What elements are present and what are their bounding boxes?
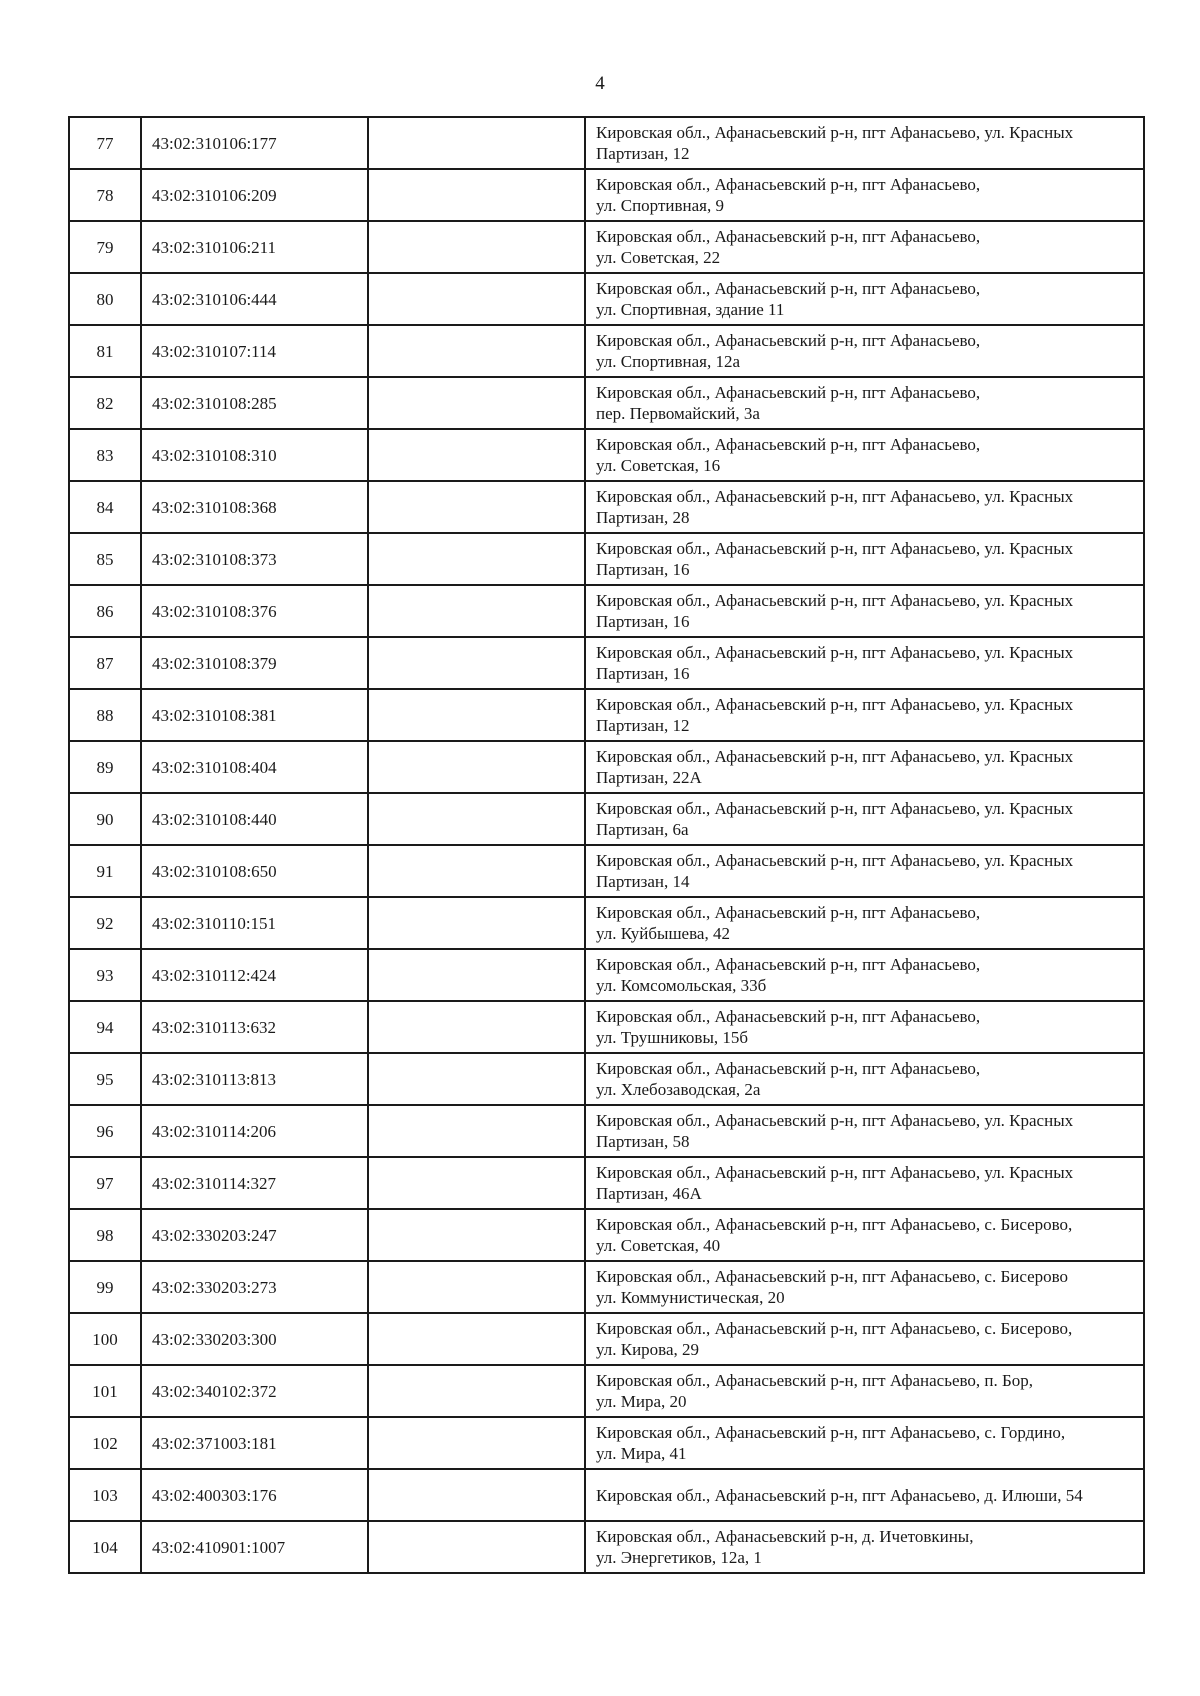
table-body bbox=[69, 117, 1144, 1573]
cadastral-number-cell: 43:02:310108:379 bbox=[141, 637, 368, 689]
row-number-cell: 102 bbox=[69, 1417, 141, 1469]
empty-cell bbox=[368, 533, 585, 585]
cadastral-number-cell: 43:02:340102:372 bbox=[141, 1365, 368, 1417]
table-row bbox=[69, 429, 1144, 481]
empty-cell bbox=[368, 1261, 585, 1313]
empty-cell bbox=[368, 1365, 585, 1417]
address-line: Кировская обл., Афанасьевский р-н, пгт Афанасьево, ул. Красных bbox=[596, 695, 1074, 714]
row-number-cell: 81 bbox=[69, 325, 141, 377]
row-number-cell: 86 bbox=[69, 585, 141, 637]
address-cell bbox=[585, 1365, 1144, 1417]
cadastral-number-cell: 43:02:310107:114 bbox=[141, 325, 368, 377]
table-row bbox=[69, 377, 1144, 429]
address-line: Кировская обл., Афанасьевский р-н, пгт Афанасьево, ул. Красных bbox=[596, 1111, 1074, 1130]
table-row bbox=[69, 1209, 1144, 1261]
address-line: Кировская обл., Афанасьевский р-н, пгт Афанасьево, bbox=[596, 1007, 981, 1026]
address-cell bbox=[585, 689, 1144, 741]
cadastral-number-cell: 43:02:330203:247 bbox=[141, 1209, 368, 1261]
empty-cell bbox=[368, 1105, 585, 1157]
empty-cell bbox=[368, 1469, 585, 1521]
address-line: Кировская обл., Афанасьевский р-н, пгт Афанасьево, ул. Красных bbox=[596, 643, 1074, 662]
cadastral-number-cell: 43:02:310113:813 bbox=[141, 1053, 368, 1105]
table-row bbox=[69, 1261, 1144, 1313]
address-line: Кировская обл., Афанасьевский р-н, пгт Афанасьево, bbox=[596, 383, 981, 402]
cadastral-number-cell: 43:02:400303:176 bbox=[141, 1469, 368, 1521]
table-row bbox=[69, 689, 1144, 741]
empty-cell bbox=[368, 1209, 585, 1261]
empty-cell bbox=[368, 585, 585, 637]
address-line: Партизан, 16 bbox=[596, 664, 690, 683]
address-line: Кировская обл., Афанасьевский р-н, пгт Афанасьево, ул. Красных bbox=[596, 591, 1074, 610]
address-line: ул. Спортивная, здание 11 bbox=[596, 300, 785, 319]
address-cell bbox=[585, 1209, 1144, 1261]
empty-cell bbox=[368, 1053, 585, 1105]
empty-cell bbox=[368, 1521, 585, 1573]
address-line: Партизан, 28 bbox=[596, 508, 690, 527]
row-number-cell: 100 bbox=[69, 1313, 141, 1365]
row-number-cell: 83 bbox=[69, 429, 141, 481]
address-line: ул. Куйбышева, 42 bbox=[596, 924, 730, 943]
address-cell bbox=[585, 117, 1144, 169]
row-number-cell: 91 bbox=[69, 845, 141, 897]
address-line: Партизан, 16 bbox=[596, 612, 690, 631]
table-row bbox=[69, 273, 1144, 325]
table-row bbox=[69, 637, 1144, 689]
row-number-cell: 82 bbox=[69, 377, 141, 429]
cadastral-number-cell: 43:02:310108:381 bbox=[141, 689, 368, 741]
address-line: Кировская обл., Афанасьевский р-н, пгт Афанасьево, bbox=[596, 227, 981, 246]
address-line: Партизан, 16 bbox=[596, 560, 690, 579]
address-line: Кировская обл., Афанасьевский р-н, пгт Афанасьево, bbox=[596, 435, 981, 454]
table-row bbox=[69, 845, 1144, 897]
row-number-cell: 93 bbox=[69, 949, 141, 1001]
address-cell bbox=[585, 1053, 1144, 1105]
empty-cell bbox=[368, 637, 585, 689]
empty-cell bbox=[368, 481, 585, 533]
cadastral-number-cell: 43:02:310108:285 bbox=[141, 377, 368, 429]
address-line: Кировская обл., Афанасьевский р-н, пгт Афанасьево, с. Бисерово, bbox=[596, 1215, 1073, 1234]
land-plots-table bbox=[68, 116, 1145, 1574]
empty-cell bbox=[368, 897, 585, 949]
cadastral-number-cell: 43:02:310113:632 bbox=[141, 1001, 368, 1053]
empty-cell bbox=[368, 325, 585, 377]
address-line: Партизан, 46А bbox=[596, 1184, 702, 1203]
row-number-cell: 95 bbox=[69, 1053, 141, 1105]
row-number-cell: 80 bbox=[69, 273, 141, 325]
address-line: ул. Мира, 41 bbox=[596, 1444, 687, 1463]
empty-cell bbox=[368, 949, 585, 1001]
address-cell bbox=[585, 1417, 1144, 1469]
cadastral-number-cell: 43:02:310108:310 bbox=[141, 429, 368, 481]
address-line: ул. Советская, 40 bbox=[596, 1236, 721, 1255]
address-line: Партизан, 12 bbox=[596, 144, 690, 163]
address-cell bbox=[585, 1105, 1144, 1157]
row-number-cell: 99 bbox=[69, 1261, 141, 1313]
row-number-cell: 101 bbox=[69, 1365, 141, 1417]
table-row bbox=[69, 169, 1144, 221]
row-number-cell: 87 bbox=[69, 637, 141, 689]
cadastral-number-cell: 43:02:330203:300 bbox=[141, 1313, 368, 1365]
address-line: Кировская обл., Афанасьевский р-н, пгт Афанасьево, с. Гордино, bbox=[596, 1423, 1066, 1442]
row-number-cell: 98 bbox=[69, 1209, 141, 1261]
address-line: Кировская обл., Афанасьевский р-н, пгт Афанасьево, д. Илюши, 54 bbox=[596, 1485, 1083, 1505]
address-line: ул. Комсомольская, 33б bbox=[596, 976, 767, 995]
address-line: Кировская обл., Афанасьевский р-н, пгт Афанасьево, bbox=[596, 331, 981, 350]
row-number-cell: 77 bbox=[69, 117, 141, 169]
empty-cell bbox=[368, 273, 585, 325]
cadastral-number-cell: 43:02:310108:650 bbox=[141, 845, 368, 897]
address-line: Кировская обл., Афанасьевский р-н, пгт Афанасьево, ул. Красных bbox=[596, 487, 1074, 506]
address-line: Кировская обл., Афанасьевский р-н, пгт Афанасьево, п. Бор, bbox=[596, 1371, 1034, 1390]
table-row bbox=[69, 897, 1144, 949]
address-line: ул. Спортивная, 12а bbox=[596, 352, 741, 371]
address-cell bbox=[585, 1313, 1144, 1365]
cadastral-number-cell: 43:02:310114:206 bbox=[141, 1105, 368, 1157]
address-line: Кировская обл., Афанасьевский р-н, пгт Афанасьево, ул. Красных bbox=[596, 851, 1074, 870]
row-number-cell: 103 bbox=[69, 1469, 141, 1521]
address-line: Кировская обл., Афанасьевский р-н, пгт Афанасьево, bbox=[596, 1059, 981, 1078]
address-line: Партизан, 58 bbox=[596, 1132, 690, 1151]
address-cell bbox=[585, 637, 1144, 689]
address-line: Кировская обл., Афанасьевский р-н, пгт Афанасьево, с. Бисерово bbox=[596, 1267, 1069, 1286]
address-line: Кировская обл., Афанасьевский р-н, пгт Афанасьево, ул. Красных bbox=[596, 799, 1074, 818]
address-line: ул. Мира, 20 bbox=[596, 1392, 687, 1411]
row-number-cell: 85 bbox=[69, 533, 141, 585]
address-cell bbox=[585, 325, 1144, 377]
empty-cell bbox=[368, 845, 585, 897]
address-line: ул. Советская, 16 bbox=[596, 456, 721, 475]
address-line: ул. Спортивная, 9 bbox=[596, 196, 724, 215]
address-line: Кировская обл., Афанасьевский р-н, пгт Афанасьево, с. Бисерово, bbox=[596, 1319, 1073, 1338]
empty-cell bbox=[368, 1417, 585, 1469]
address-line: ул. Трушниковы, 15б bbox=[596, 1028, 749, 1047]
row-number-cell: 88 bbox=[69, 689, 141, 741]
cadastral-number-cell: 43:02:310112:424 bbox=[141, 949, 368, 1001]
table-row bbox=[69, 481, 1144, 533]
table-row bbox=[69, 221, 1144, 273]
address-line: ул. Хлебозаводская, 2а bbox=[596, 1080, 761, 1099]
address-cell bbox=[585, 481, 1144, 533]
address-line: Кировская обл., Афанасьевский р-н, пгт Афанасьево, ул. Красных bbox=[596, 539, 1074, 558]
address-cell bbox=[585, 1261, 1144, 1313]
address-line: ул. Кирова, 29 bbox=[596, 1340, 700, 1359]
address-cell bbox=[585, 949, 1144, 1001]
row-number-cell: 90 bbox=[69, 793, 141, 845]
cadastral-number-cell: 43:02:310106:444 bbox=[141, 273, 368, 325]
row-number-cell: 97 bbox=[69, 1157, 141, 1209]
empty-cell bbox=[368, 169, 585, 221]
cadastral-number-cell: 43:02:330203:273 bbox=[141, 1261, 368, 1313]
address-line: ул. Энергетиков, 12а, 1 bbox=[596, 1548, 762, 1567]
address-cell bbox=[585, 741, 1144, 793]
address-line: ул. Коммунистическая, 20 bbox=[596, 1288, 785, 1307]
address-line: пер. Первомайский, 3а bbox=[596, 404, 760, 423]
empty-cell bbox=[368, 221, 585, 273]
address-cell bbox=[585, 1521, 1144, 1573]
row-number-cell: 78 bbox=[69, 169, 141, 221]
address-line: Кировская обл., Афанасьевский р-н, пгт Афанасьево, ул. Красных bbox=[596, 123, 1074, 142]
address-line: Кировская обл., Афанасьевский р-н, д. Ичетовкины, bbox=[596, 1527, 974, 1546]
table-row bbox=[69, 1521, 1144, 1573]
empty-cell bbox=[368, 689, 585, 741]
address-cell bbox=[585, 377, 1144, 429]
table-row bbox=[69, 741, 1144, 793]
address-line: Кировская обл., Афанасьевский р-н, пгт Афанасьево, bbox=[596, 955, 981, 974]
address-line: Партизан, 22А bbox=[596, 768, 702, 787]
table-row bbox=[69, 117, 1144, 169]
cadastral-number-cell: 43:02:410901:1007 bbox=[141, 1521, 368, 1573]
table-row bbox=[69, 1417, 1144, 1469]
cadastral-number-cell: 43:02:310106:211 bbox=[141, 221, 368, 273]
row-number-cell: 104 bbox=[69, 1521, 141, 1573]
table-row bbox=[69, 1157, 1144, 1209]
address-cell bbox=[585, 1469, 1144, 1521]
table-row bbox=[69, 949, 1144, 1001]
cadastral-number-cell: 43:02:310108:440 bbox=[141, 793, 368, 845]
address-cell bbox=[585, 221, 1144, 273]
address-cell bbox=[585, 793, 1144, 845]
address-cell bbox=[585, 585, 1144, 637]
row-number-cell: 96 bbox=[69, 1105, 141, 1157]
table-row bbox=[69, 793, 1144, 845]
empty-cell bbox=[368, 793, 585, 845]
empty-cell bbox=[368, 741, 585, 793]
cadastral-number-cell: 43:02:310110:151 bbox=[141, 897, 368, 949]
cadastral-number-cell: 43:02:310106:177 bbox=[141, 117, 368, 169]
empty-cell bbox=[368, 1157, 585, 1209]
address-line: Кировская обл., Афанасьевский р-н, пгт Афанасьево, bbox=[596, 279, 981, 298]
cadastral-number-cell: 43:02:310108:368 bbox=[141, 481, 368, 533]
table-row bbox=[69, 1105, 1144, 1157]
cadastral-number-cell: 43:02:310108:376 bbox=[141, 585, 368, 637]
cadastral-number-cell: 43:02:371003:181 bbox=[141, 1417, 368, 1469]
row-number-cell: 79 bbox=[69, 221, 141, 273]
page-number: 4 bbox=[595, 73, 605, 94]
cadastral-number-cell: 43:02:310108:373 bbox=[141, 533, 368, 585]
address-cell bbox=[585, 897, 1144, 949]
address-line: ул. Советская, 22 bbox=[596, 248, 721, 267]
table-row bbox=[69, 325, 1144, 377]
address-line: Партизан, 6а bbox=[596, 820, 689, 839]
row-number-cell: 92 bbox=[69, 897, 141, 949]
empty-cell bbox=[368, 429, 585, 481]
address-cell bbox=[585, 845, 1144, 897]
table-row bbox=[69, 1053, 1144, 1105]
address-cell bbox=[585, 1001, 1144, 1053]
address-cell bbox=[585, 533, 1144, 585]
empty-cell bbox=[368, 1313, 585, 1365]
row-number-cell: 84 bbox=[69, 481, 141, 533]
empty-cell bbox=[368, 117, 585, 169]
address-line: Кировская обл., Афанасьевский р-н, пгт Афанасьево, bbox=[596, 175, 981, 194]
address-line: Кировская обл., Афанасьевский р-н, пгт Афанасьево, ул. Красных bbox=[596, 1163, 1074, 1182]
table-row bbox=[69, 1365, 1144, 1417]
table-row bbox=[69, 1001, 1144, 1053]
row-number-cell: 94 bbox=[69, 1001, 141, 1053]
empty-cell bbox=[368, 377, 585, 429]
address-line: Партизан, 12 bbox=[596, 716, 690, 735]
address-cell bbox=[585, 1157, 1144, 1209]
empty-cell bbox=[368, 1001, 585, 1053]
address-cell bbox=[585, 169, 1144, 221]
address-cell bbox=[585, 273, 1144, 325]
cadastral-number-cell: 43:02:310114:327 bbox=[141, 1157, 368, 1209]
row-number-cell: 89 bbox=[69, 741, 141, 793]
cadastral-number-cell: 43:02:310106:209 bbox=[141, 169, 368, 221]
table-row bbox=[69, 1469, 1144, 1521]
table-row bbox=[69, 585, 1144, 637]
address-line: Кировская обл., Афанасьевский р-н, пгт Афанасьево, ул. Красных bbox=[596, 747, 1074, 766]
table-row bbox=[69, 533, 1144, 585]
cadastral-number-cell: 43:02:310108:404 bbox=[141, 741, 368, 793]
address-cell bbox=[585, 429, 1144, 481]
address-line: Кировская обл., Афанасьевский р-н, пгт Афанасьево, bbox=[596, 903, 981, 922]
table-row bbox=[69, 1313, 1144, 1365]
address-line: Партизан, 14 bbox=[596, 872, 690, 891]
